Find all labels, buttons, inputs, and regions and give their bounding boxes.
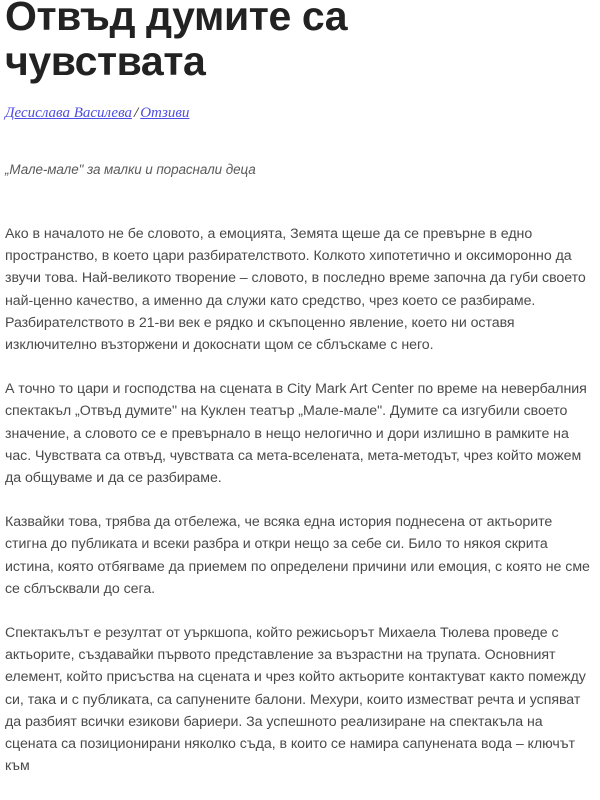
byline-author-link[interactable]: Десислава Василева (5, 105, 133, 121)
article-subtitle: „Мале-мале" за малки и пораснали деца (5, 162, 256, 177)
article-paragraph: Ако в началото не бе словото, а емоцията, Земята щеше да се превърне в едно пространство, в което цари разбирателството. Колкото хипотетично и оксиморонно да звучи това. Най-великото творение – словото, в последно време започна да губи своето най-ценно качество, а именно да служи като средство, чрез което се разбираме. Разбирателството в 21-ви век е рядко и скъпоценно явление, което ни оставя изключително възторжени и докоснати щом се сблъскаме с него. (5, 226, 586, 354)
byline-separator: / (134, 105, 139, 121)
article-paragraph: Казвайки това, трябва да отбележа, че всяка една история поднесена от актьорите стигна до публиката и всеки разбра и откри нещо за себе си. Било то някоя скрита истина, която отбягваме да приемем по определени причини или емоция, с която не сме се сблъсквали до сега. (5, 514, 590, 597)
page-title: Отвъд думите са чувствата (5, 0, 348, 84)
article-body (5, 223, 594, 777)
byline-category-link[interactable]: Отзиви (140, 105, 190, 121)
article-paragraph: Спектакълът е резултат от уъркшопа, който режисьорът Михаела Тюлева проведе с актьорите, създавайки първото представление за възрастни на трупата. Основният елемент, който присъства на сцената и чрез който актьорите контактуват както помежду си, така и с публиката, са сапунените балони. Мехури, които изместват речта и успяват да разбият всички езикови бариери. За успешното реализиране на спектакъла на сцената са позиционирани няколко съда, в които се намира сапунената вода – ключът към (5, 625, 586, 775)
byline (5, 104, 594, 122)
article-paragraph: А точно то цари и господства на сцената в City Mark Art Center по време на невербалния спектакъл „Отвъд думите" на Куклен театър „Мале-мале". Думите са изгубили своето значение, а словото се е превърнало в нещо нелогично и дори излишно в рамките на час. Чувствата са отвъд, чувствата са мета-вселената, мета-методът, чрез който можем да общуваме и да се разбираме. (5, 381, 587, 487)
